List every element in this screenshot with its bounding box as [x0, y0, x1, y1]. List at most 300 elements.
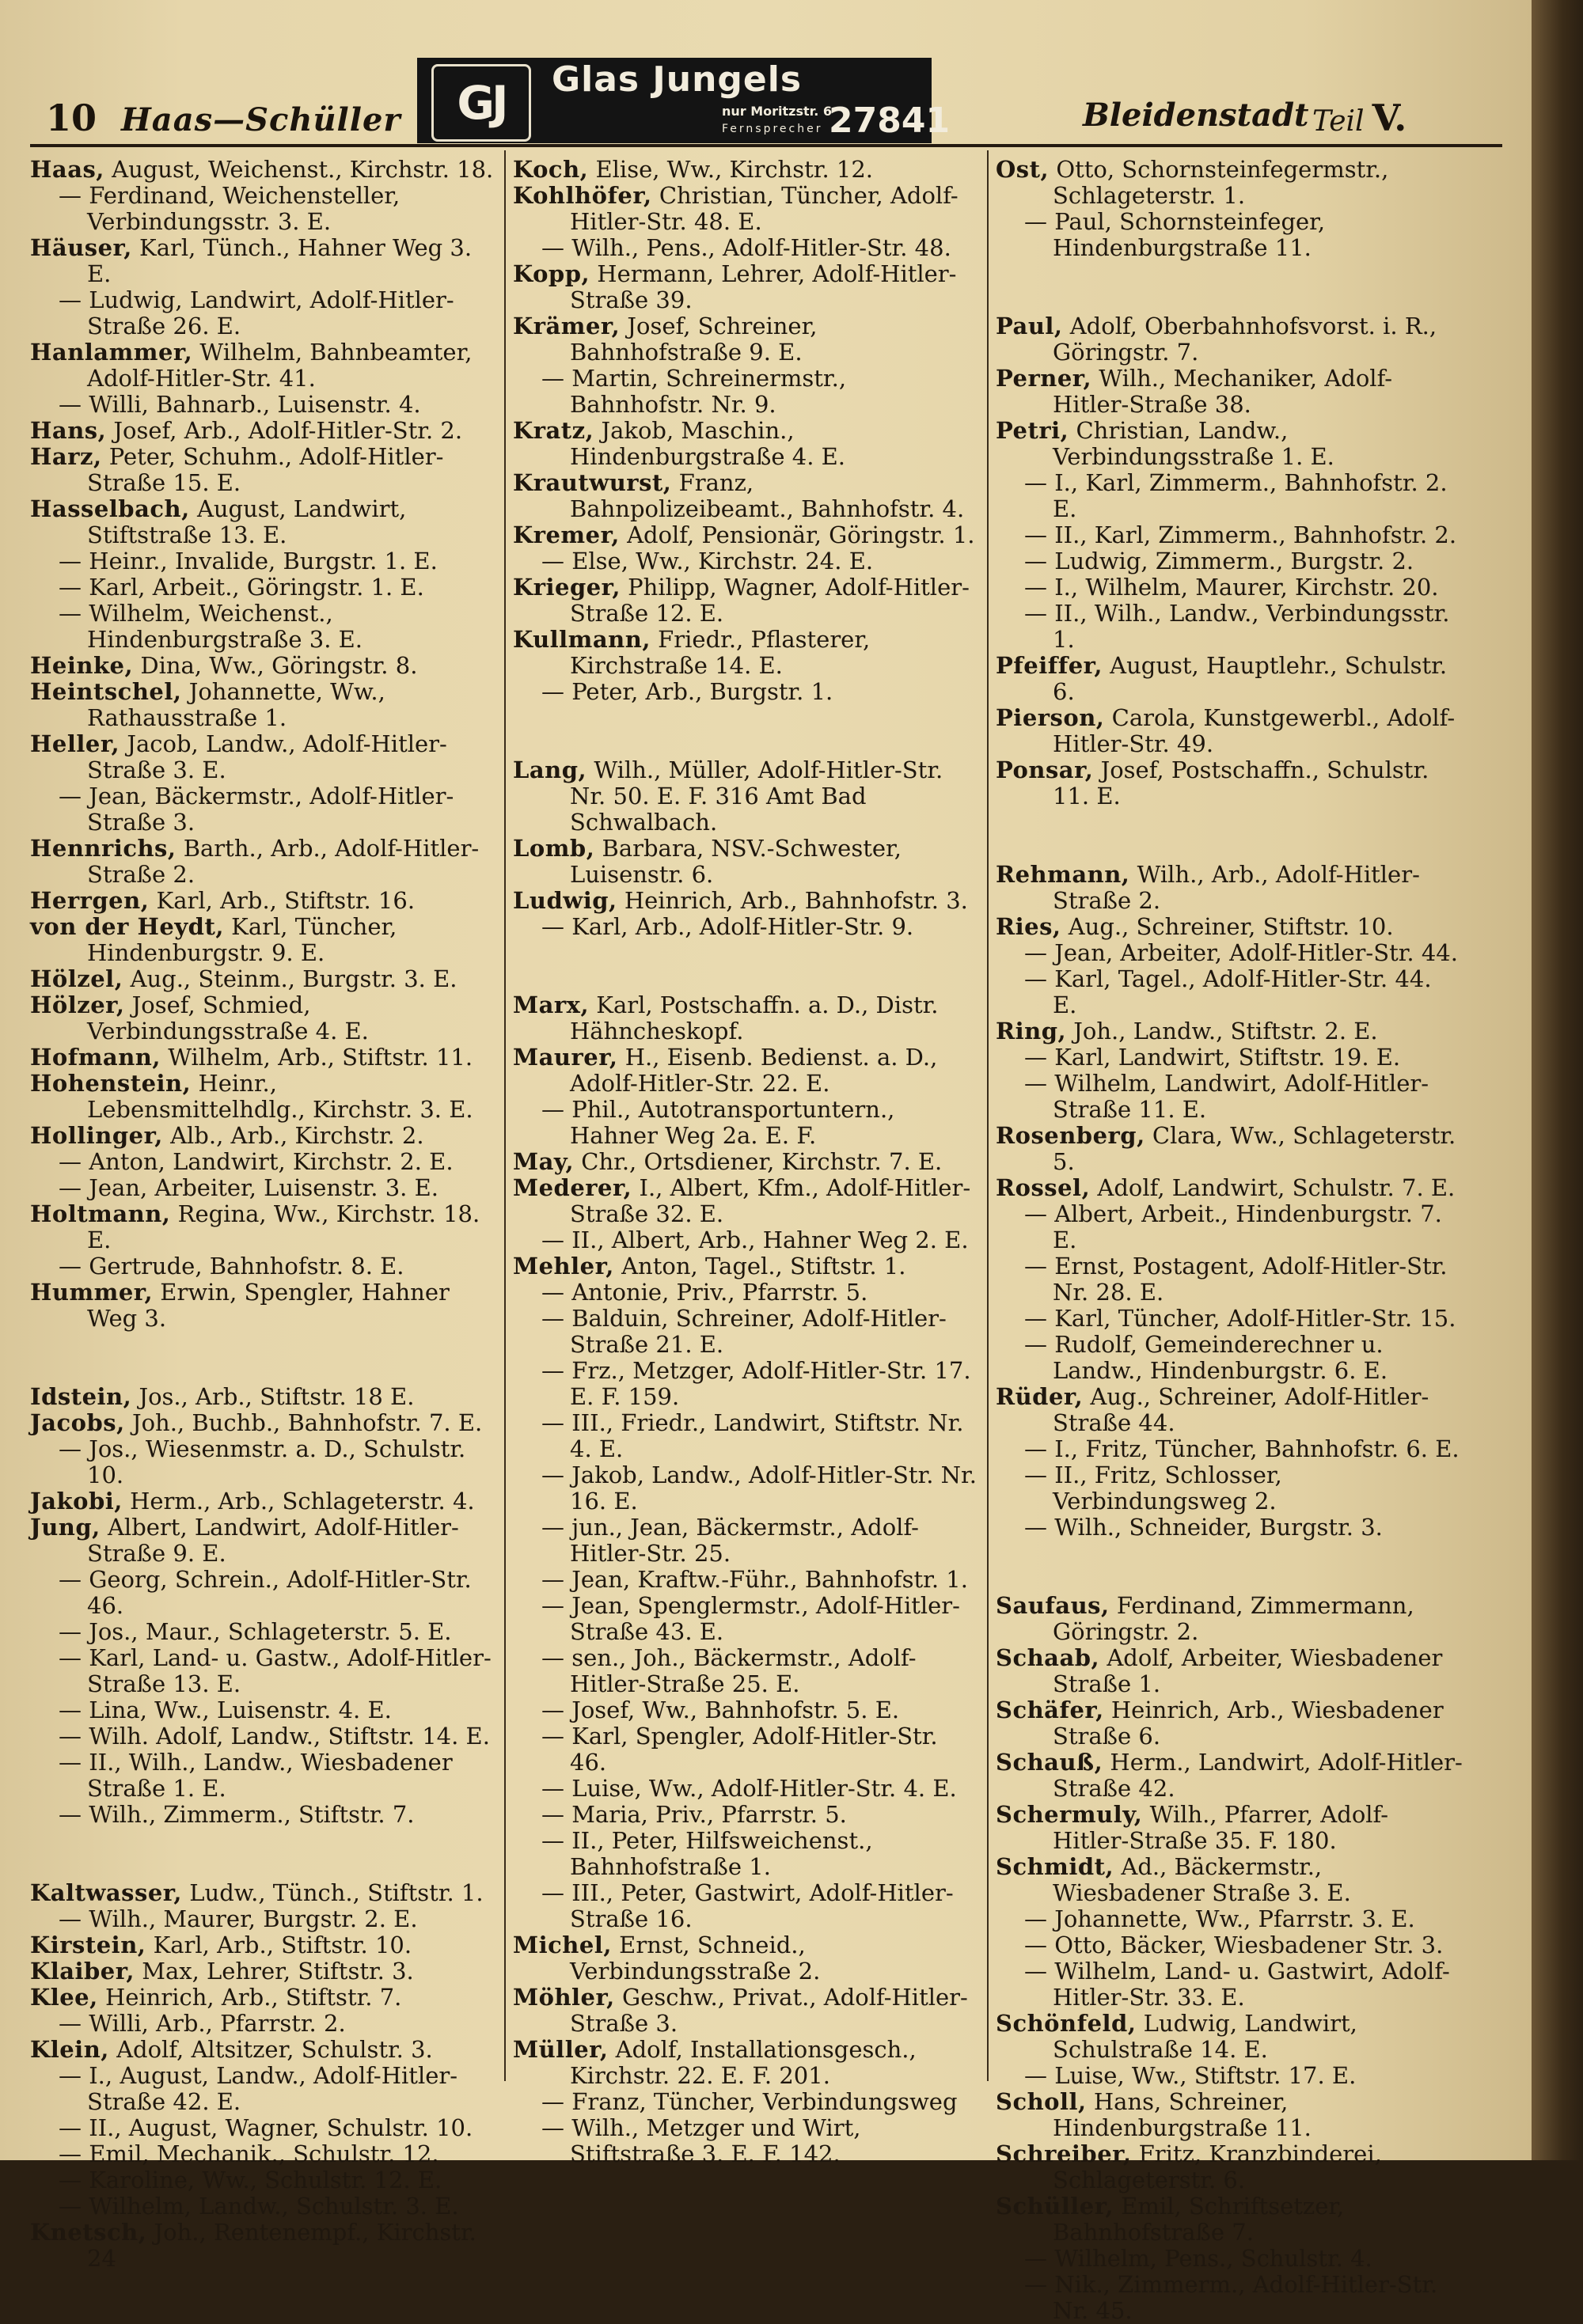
name-range: Haas—Schüller	[121, 101, 401, 138]
directory-subentry	[996, 1932, 1463, 1958]
directory-subentry	[996, 1306, 1463, 1332]
directory-entry	[30, 2220, 497, 2272]
entry-details: Ad., Bäckermstr., Wiesbadener Straße 3. E.	[1053, 1853, 1351, 1906]
entry-details: — Wilh., Schneider, Burgstr. 3.	[1024, 1514, 1383, 1541]
entry-details: — sen., Joh., Bäckermstr., Adolf-Hitler-Straße 25. E.	[541, 1644, 917, 1697]
part-number: V.	[1372, 97, 1407, 139]
directory-subentry	[513, 1227, 980, 1253]
entry-details: Aug., Schreiner, Stiftstr. 10.	[1068, 913, 1394, 940]
entry-surname: Pierson,	[996, 704, 1105, 731]
entry-details: — Peter, Arb., Burgstr. 1.	[541, 678, 833, 705]
entry-details: — Franz, Tüncher, Verbindungsweg	[541, 2088, 958, 2115]
entry-details: — Luise, Ww., Stiftstr. 17. E.	[1024, 2062, 1357, 2089]
directory-subentry	[30, 1750, 497, 1802]
directory-subentry	[30, 601, 497, 653]
directory-entry	[30, 1488, 497, 1515]
directory-entry	[30, 1932, 497, 1958]
directory-subentry	[996, 1515, 1463, 1541]
entry-details: Adolf, Altsitzer, Schulstr. 3.	[116, 2036, 433, 2063]
entry-surname: Marx,	[513, 991, 590, 1018]
directory-entry	[30, 1201, 497, 1253]
letter-group-gap	[513, 940, 980, 992]
place-name: Bleidenstadt	[1083, 97, 1309, 134]
directory-subentry	[30, 783, 497, 836]
directory-subentry	[513, 1410, 980, 1462]
entry-details: Wilhelm, Arb., Stiftstr. 11.	[168, 1044, 473, 1071]
entry-surname: Pfeiffer,	[996, 652, 1103, 679]
entry-surname: Petri,	[996, 417, 1069, 444]
entry-surname: Schermuly,	[996, 1801, 1143, 1828]
entry-details: — Luise, Ww., Adolf-Hitler-Str. 4. E.	[541, 1775, 957, 1802]
entry-surname: Ludwig,	[513, 887, 617, 914]
directory-entry	[513, 470, 980, 522]
entry-details: Dina, Ww., Göringstr. 8.	[140, 652, 418, 679]
entry-surname: Harz,	[30, 443, 102, 470]
directory-subentry	[513, 366, 980, 418]
entry-details: — Ludwig, Landwirt, Adolf-Hitler-Straße 26. E.	[59, 286, 454, 339]
entry-surname: Schönfeld,	[996, 2010, 1137, 2037]
directory-subentry	[30, 1175, 497, 1201]
entry-surname: Jacobs,	[30, 1409, 125, 1436]
entry-surname: Maurer,	[513, 1044, 618, 1071]
directory-subentry	[30, 1802, 497, 1828]
directory-entry	[996, 653, 1463, 705]
directory-subentry	[996, 1436, 1463, 1462]
directory-subentry	[996, 1044, 1463, 1071]
directory-subentry	[996, 1253, 1463, 1306]
entry-surname: Schauß,	[996, 1749, 1103, 1776]
entry-details: Jakob, Maschin., Hindenburgstraße 4. E.	[570, 417, 846, 470]
directory-subentry	[30, 1645, 497, 1697]
directory-entry	[30, 914, 497, 966]
entry-details: — Albert, Arbeit., Hindenburgstr. 7. E.	[1024, 1200, 1442, 1253]
entry-details: Regina, Ww., Kirchstr. 18. E.	[87, 1200, 480, 1253]
directory-subentry	[513, 1802, 980, 1828]
directory-subentry	[513, 548, 980, 574]
ad-address: nur Moritzstr. 6	[722, 104, 833, 119]
directory-subentry	[996, 1462, 1463, 1515]
directory-subentry	[996, 209, 1463, 261]
entry-details: — Else, Ww., Kirchstr. 24. E.	[541, 548, 874, 574]
directory-entry	[996, 1593, 1463, 1645]
directory-entry	[513, 888, 980, 914]
entry-details: — Frz., Metzger, Adolf-Hitler-Str. 17. E. F. 159.	[541, 1357, 971, 1410]
entry-details: — Wilhelm, Landwirt, Adolf-Hitler-Straße 11. E.	[1024, 1070, 1429, 1123]
directory-entry	[996, 2089, 1463, 2141]
directory-entry	[30, 1071, 497, 1123]
entry-details: Anton, Tagel., Stiftstr. 1.	[621, 1253, 906, 1280]
directory-entry	[996, 1123, 1463, 1175]
directory-entry	[996, 757, 1463, 809]
entry-details: Joh., Buchb., Bahnhofstr. 7. E.	[131, 1409, 483, 1436]
entry-details: August, Landwirt, Stiftstraße 13. E.	[87, 495, 407, 548]
letter-group-gap	[996, 1541, 1463, 1593]
part-indicator	[1312, 97, 1406, 139]
directory-entry	[513, 522, 980, 548]
directory-subentry	[513, 1280, 980, 1306]
directory-subentry	[996, 2272, 1463, 2324]
directory-entry	[30, 1410, 497, 1436]
entry-surname: Kohlhöfer,	[513, 182, 652, 209]
directory-entry	[513, 418, 980, 470]
entry-details: — jun., Jean, Bäckermstr., Adolf-Hitler-Str. 25.	[541, 1514, 919, 1567]
directory-subentry	[30, 548, 497, 574]
directory-entry	[996, 1802, 1463, 1854]
entry-surname: Hanlammer,	[30, 339, 193, 366]
entry-details: — Otto, Bäcker, Wiesbadener Str. 3.	[1024, 1932, 1444, 1958]
directory-entry	[513, 1149, 980, 1175]
entry-surname: Lomb,	[513, 835, 595, 862]
directory-subentry	[996, 522, 1463, 548]
directory-subentry	[513, 1097, 980, 1149]
entry-surname: Schüller,	[996, 2193, 1114, 2220]
entry-surname: Koch,	[513, 156, 589, 183]
directory-entry	[996, 418, 1463, 470]
entry-details: — Wilhelm, Pens., Schulstr. 4.	[1024, 2245, 1372, 2272]
entry-details: — Jean, Bäckermstr., Adolf-Hitler-Straße 3.	[59, 783, 454, 836]
directory-entry	[996, 313, 1463, 366]
entry-details: Barbara, NSV.-Schwester, Luisenstr. 6.	[570, 835, 902, 888]
entry-surname: Lang,	[513, 756, 587, 783]
entry-surname: Möhler,	[513, 1984, 615, 2011]
entry-details: — III., Peter, Gastwirt, Adolf-Hitler-Straße 16.	[541, 1879, 954, 1932]
entry-details: Josef, Postschaffn., Schulstr. 11. E.	[1053, 756, 1429, 809]
entry-details: — II., Karl, Zimmerm., Bahnhofstr. 2.	[1024, 521, 1457, 548]
directory-entry	[513, 757, 980, 836]
entry-details: Christian, Landw., Verbindungsstraße 1. E.	[1053, 417, 1334, 470]
entry-details: Heinr., Lebensmittelhdlg., Kirchstr. 3. E.	[87, 1070, 473, 1123]
directory-subentry	[30, 2167, 497, 2193]
entry-surname: Mederer,	[513, 1174, 632, 1201]
entry-details: Christian, Tüncher, Adolf-Hitler-Str. 48. E.	[570, 182, 959, 235]
entry-details: — Wilh., Zimmerm., Stiftstr. 7.	[59, 1801, 415, 1828]
directory-entry	[30, 1958, 497, 1985]
entry-details: Philipp, Wagner, Adolf-Hitler-Straße 12. E.	[570, 574, 970, 627]
entry-surname: Krämer,	[513, 313, 621, 339]
entry-details: Karl, Arb., Stiftstr. 16.	[156, 887, 416, 914]
entry-surname: Häuser,	[30, 234, 132, 261]
header-rule	[30, 144, 1502, 147]
directory-entry	[513, 836, 980, 888]
entry-details: Herm., Arb., Schlageterstr. 4.	[130, 1488, 475, 1515]
directory-subentry	[513, 2115, 980, 2167]
entry-details: — Lina, Ww., Luisenstr. 4. E.	[59, 1697, 392, 1723]
entry-details: Josef, Arb., Adolf-Hitler-Str. 2.	[113, 417, 463, 444]
entry-surname: Hasselbach,	[30, 495, 190, 522]
entry-details: — Maria, Priv., Pfarrstr. 5.	[541, 1801, 847, 1828]
directory-subentry	[996, 601, 1463, 653]
entry-details: Karl, Tünch., Hahner Weg 3. E.	[87, 234, 473, 287]
entry-details: — Ernst, Postagent, Adolf-Hitler-Str. Nr. 28. E.	[1024, 1253, 1448, 1306]
directory-subentry	[513, 1593, 980, 1645]
entry-details: Karl, Postschaffn. a. D., Distr. Hähncheskopf.	[570, 991, 939, 1044]
directory-subentry	[30, 2063, 497, 2115]
entry-details: Geschw., Privat., Adolf-Hitler-Straße 3.	[570, 1984, 968, 2037]
entry-surname: Heintschel,	[30, 678, 182, 705]
entry-details: — Jean, Arbeiter, Luisenstr. 3. E.	[59, 1174, 439, 1201]
entry-details: — Karl, Spengler, Adolf-Hitler-Str. 46.	[541, 1723, 938, 1776]
ad-phone-number: 27841	[829, 100, 951, 141]
entry-details: — I., Wilhelm, Maurer, Kirchstr. 20.	[1024, 574, 1439, 601]
entry-details: Herm., Landwirt, Adolf-Hitler-Straße 42.	[1053, 1749, 1463, 1802]
directory-subentry	[513, 1306, 980, 1358]
entry-details: Jos., Arb., Stiftstr. 18 E.	[139, 1383, 415, 1410]
directory-entry	[513, 313, 980, 366]
entry-details: — Jean, Kraftw.-Führ., Bahnhofstr. 1.	[541, 1566, 968, 1593]
entry-surname: Hummer,	[30, 1279, 154, 1306]
directory-subentry	[996, 966, 1463, 1018]
entry-surname: Müller,	[513, 2036, 609, 2063]
directory-entry	[513, 1175, 980, 1227]
letter-group-gap	[513, 705, 980, 757]
entry-details: — Willi, Bahnarb., Luisenstr. 4.	[59, 391, 421, 418]
entry-details: August, Hauptlehr., Schulstr. 6.	[1053, 652, 1448, 705]
column-divider	[987, 150, 989, 2081]
binding-edge	[1532, 0, 1583, 2160]
entry-surname: von der Heydt,	[30, 913, 224, 940]
entry-details: Adolf, Pensionär, Göringstr. 1.	[627, 521, 975, 548]
directory-subentry	[513, 235, 980, 261]
entry-details: Aug., Schreiner, Adolf-Hitler-Straße 44.	[1053, 1383, 1429, 1436]
entry-surname: Kullmann,	[513, 626, 651, 653]
entry-details: — II., Albert, Arb., Hahner Weg 2. E.	[541, 1226, 969, 1253]
entry-details: Joh., Landw., Stiftstr. 2. E.	[1073, 1018, 1378, 1044]
advertisement-banner	[417, 58, 951, 143]
entry-details: — II., Wilh., Landw., Wiesbadener Straße 1. E.	[59, 1749, 453, 1802]
entry-details: — Wilh., Metzger und Wirt, Stiftstraße 3. E. F. 142.	[541, 2114, 861, 2167]
entry-surname: Hollinger,	[30, 1122, 163, 1149]
entry-details: Wilh., Mechaniker, Adolf-Hitler-Straße 38.	[1053, 365, 1393, 418]
entry-details: — Ferdinand, Weichensteller, Verbindungsstr. 3. E.	[59, 182, 400, 235]
entry-details: Wilhelm, Bahnbeamter, Adolf-Hitler-Str. 41.	[87, 339, 473, 392]
directory-subentry	[30, 392, 497, 418]
entry-details: Hermann, Lehrer, Adolf-Hitler-Straße 39.	[570, 260, 957, 313]
directory-subentry	[996, 1958, 1463, 2011]
directory-entry	[30, 1384, 497, 1410]
entry-surname: Schmidt,	[996, 1853, 1114, 1880]
entry-surname: Ponsar,	[996, 756, 1094, 783]
directory-subentry	[30, 1436, 497, 1488]
directory-entry	[30, 2037, 497, 2063]
entry-details: — II., Peter, Hilfsweichenst., Bahnhofstraße 1.	[541, 1827, 873, 1880]
entry-surname: Rehmann,	[996, 861, 1130, 888]
entry-details: — Karl, Arbeit., Göringstr. 1. E.	[59, 574, 424, 601]
entry-surname: Krautwurst,	[513, 469, 672, 496]
directory-entry	[996, 2193, 1463, 2246]
directory-entry	[30, 444, 497, 496]
entry-surname: Paul,	[996, 313, 1063, 339]
entry-details: Wilh., Müller, Adolf-Hitler-Str. Nr. 50. E. F. 316 Amt Bad Schwalbach.	[570, 756, 943, 836]
entry-surname: Kremer,	[513, 521, 620, 548]
entry-surname: Michel,	[513, 1932, 612, 1958]
directory-entry	[996, 157, 1463, 209]
entry-details: Elise, Ww., Kirchstr. 12.	[595, 156, 874, 183]
entry-details: Karl, Tüncher, Hindenburgstr. 9. E.	[87, 913, 397, 966]
directory-entry	[513, 2037, 980, 2089]
directory-entry	[513, 1253, 980, 1280]
entry-surname: Ries,	[996, 913, 1061, 940]
entry-details: Hans, Schreiner, Hindenburgstraße 11.	[1053, 2088, 1312, 2141]
directory-entry	[513, 1044, 980, 1097]
entry-details: — Balduin, Schreiner, Adolf-Hitler-Straße 21. E.	[541, 1305, 947, 1358]
entry-surname: Krieger,	[513, 574, 621, 601]
directory-entry	[996, 1750, 1463, 1802]
directory-subentry	[513, 1462, 980, 1515]
entry-surname: Klein,	[30, 2036, 109, 2063]
entry-details: — Wilhelm, Weichenst., Hindenburgstraße 3. E.	[59, 600, 363, 653]
directory-entry	[30, 836, 497, 888]
entry-details: — Jos., Wiesenmstr. a. D., Schulstr. 10.	[59, 1435, 466, 1488]
entry-details: Josef, Schmied, Verbindungsstraße 4. E.	[87, 991, 369, 1044]
entry-details: Wilh., Pfarrer, Adolf-Hitler-Straße 35. F. 180.	[1053, 1801, 1389, 1854]
entry-surname: Hölzer,	[30, 991, 125, 1018]
directory-subentry	[996, 1071, 1463, 1123]
directory-entry	[996, 1854, 1463, 1906]
directory-subentry	[30, 1723, 497, 1750]
directory-subentry	[513, 1776, 980, 1802]
entry-surname: Kratz,	[513, 417, 594, 444]
entry-details: — Wilh., Maurer, Burgstr. 2. E.	[59, 1905, 418, 1932]
directory-entry	[30, 679, 497, 731]
directory-column-3	[996, 157, 1463, 2324]
directory-entry	[513, 261, 980, 313]
directory-subentry	[30, 1697, 497, 1723]
directory-entry	[996, 705, 1463, 757]
directory-subentry	[30, 2011, 497, 2037]
directory-subentry	[996, 1201, 1463, 1253]
entry-details: — Karl, Tüncher, Adolf-Hitler-Str. 15.	[1024, 1305, 1456, 1332]
directory-subentry	[30, 1567, 497, 1619]
entry-surname: Ring,	[996, 1018, 1067, 1044]
entry-surname: Mehler,	[513, 1253, 614, 1280]
directory-entry	[996, 862, 1463, 914]
directory-entry	[30, 888, 497, 914]
directory-entry	[996, 1645, 1463, 1697]
directory-subentry	[30, 1906, 497, 1932]
directory-subentry	[30, 1619, 497, 1645]
directory-entry	[513, 627, 980, 679]
entry-details: — II., Wilh., Landw., Verbindungsstr. 1.	[1024, 600, 1450, 653]
entry-details: — Georg, Schrein., Adolf-Hitler-Str. 46.	[59, 1566, 472, 1619]
directory-subentry	[30, 1253, 497, 1280]
column-divider	[504, 150, 506, 2081]
entry-surname: Kaltwasser,	[30, 1879, 183, 1906]
directory-entry	[513, 157, 980, 183]
directory-entry	[513, 1985, 980, 2037]
directory-column-2	[513, 157, 980, 2167]
entry-surname: Jung,	[30, 1514, 101, 1541]
entry-surname: May,	[513, 1148, 575, 1175]
entry-surname: Heller,	[30, 730, 120, 757]
directory-subentry	[513, 914, 980, 940]
directory-subentry	[30, 2141, 497, 2167]
entry-details: H., Eisenb. Bedienst. a. D., Adolf-Hitler-Str. 22. E.	[570, 1044, 938, 1097]
entry-details: — Jean, Spenglermstr., Adolf-Hitler-Straße 43. E.	[541, 1592, 960, 1645]
entry-details: — Wilhelm, Landw., Schulstr. 3. E.	[59, 2193, 459, 2220]
letter-group-gap	[996, 261, 1463, 313]
entry-surname: Hans,	[30, 417, 107, 444]
entry-details: Johannette, Ww., Rathausstraße 1.	[87, 678, 385, 731]
page-number: 10	[46, 97, 97, 139]
entry-details: — II., August, Wagner, Schulstr. 10.	[59, 2114, 473, 2141]
directory-entry	[30, 157, 497, 183]
directory-subentry	[30, 2193, 497, 2220]
entry-surname: Hofmann,	[30, 1044, 161, 1071]
entry-details: — Jakob, Landw., Adolf-Hitler-Str. Nr. 16. E.	[541, 1462, 977, 1515]
entry-details: — Karl, Landwirt, Stiftstr. 19. E.	[1024, 1044, 1401, 1071]
directory-entry	[30, 1280, 497, 1332]
directory-subentry	[30, 574, 497, 601]
ad-phone-label: Fernsprecher	[722, 123, 823, 135]
directory-entry	[30, 1044, 497, 1071]
entry-surname: Klee,	[30, 1984, 98, 2011]
directory-entry	[30, 496, 497, 548]
letter-group-gap	[30, 1828, 497, 1880]
directory-entry	[996, 1697, 1463, 1750]
entry-details: — I., August, Landw., Adolf-Hitler-Straße 42. E.	[59, 2062, 458, 2115]
directory-subentry	[30, 287, 497, 339]
entry-details: — Karl, Tagel., Adolf-Hitler-Str. 44. E.	[1024, 965, 1432, 1018]
directory-entry	[30, 1985, 497, 2011]
entry-surname: Schreiber,	[996, 2140, 1132, 2167]
entry-details: Ferdinand, Zimmermann, Göringstr. 2.	[1053, 1592, 1414, 1645]
entry-details: Adolf, Landwirt, Schulstr. 7. E.	[1097, 1174, 1456, 1201]
entry-surname: Klaiber,	[30, 1958, 135, 1985]
entry-surname: Rüder,	[996, 1383, 1084, 1410]
directory-entry	[30, 1515, 497, 1567]
directory-subentry	[513, 679, 980, 705]
entry-details: I., Albert, Kfm., Adolf-Hitler-Straße 32. E.	[570, 1174, 971, 1227]
directory-entry	[513, 992, 980, 1044]
directory-entry	[996, 1018, 1463, 1044]
entry-details: — Wilh., Pens., Adolf-Hitler-Str. 48.	[541, 234, 951, 261]
directory-subentry	[996, 574, 1463, 601]
directory-subentry	[30, 2115, 497, 2141]
directory-entry	[513, 574, 980, 627]
entry-details: Albert, Landwirt, Adolf-Hitler-Straße 9. E.	[87, 1514, 459, 1567]
directory-entry	[996, 1384, 1463, 1436]
entry-details: Barth., Arb., Adolf-Hitler-Straße 2.	[87, 835, 480, 888]
entry-details: — Heinr., Invalide, Burgstr. 1. E.	[59, 548, 438, 574]
directory-subentry	[996, 470, 1463, 522]
entry-details: Wilh., Arb., Adolf-Hitler-Straße 2.	[1053, 861, 1420, 914]
entry-surname: Perner,	[996, 365, 1092, 392]
directory-column-1	[30, 157, 497, 2272]
directory-entry	[30, 1123, 497, 1149]
entry-details: Franz, Bahnpolizeibeamt., Bahnhofstr. 4.	[570, 469, 965, 522]
entry-details: — III., Friedr., Landwirt, Stiftstr. Nr. 4. E.	[541, 1409, 964, 1462]
directory-subentry	[513, 1697, 980, 1723]
entry-details: — Rudolf, Gemeinderechner u. Landw., Hindenburgstr. 6. E.	[1024, 1331, 1388, 1384]
entry-details: Max, Lehrer, Stiftstr. 3.	[142, 1958, 414, 1985]
entry-details: Jacob, Landw., Adolf-Hitler-Straße 3. E.	[87, 730, 447, 783]
directory-subentry	[996, 940, 1463, 966]
entry-details: — Karl, Land- u. Gastw., Adolf-Hitler-Straße 13. E.	[59, 1644, 492, 1697]
directory-subentry	[513, 1515, 980, 1567]
entry-details: — II., Fritz, Schlosser, Verbindungsweg 2.	[1024, 1462, 1282, 1515]
entry-surname: Herrgen,	[30, 887, 150, 914]
entry-details: Ernst, Schneid., Verbindungsstraße 2.	[570, 1932, 821, 1985]
entry-surname: Kopp,	[513, 260, 590, 287]
directory-subentry	[513, 1358, 980, 1410]
entry-details: — Gertrude, Bahnhofstr. 8. E.	[59, 1253, 404, 1280]
glas-jungels-logo: GJ	[431, 64, 531, 142]
entry-details: Adolf, Installationsgesch., Kirchstr. 22. E. F. 201.	[570, 2036, 917, 2089]
directory-entry	[30, 1880, 497, 1906]
entry-surname: Ost,	[996, 156, 1050, 183]
entry-surname: Knetsch,	[30, 2219, 147, 2246]
directory-subentry	[513, 1723, 980, 1776]
